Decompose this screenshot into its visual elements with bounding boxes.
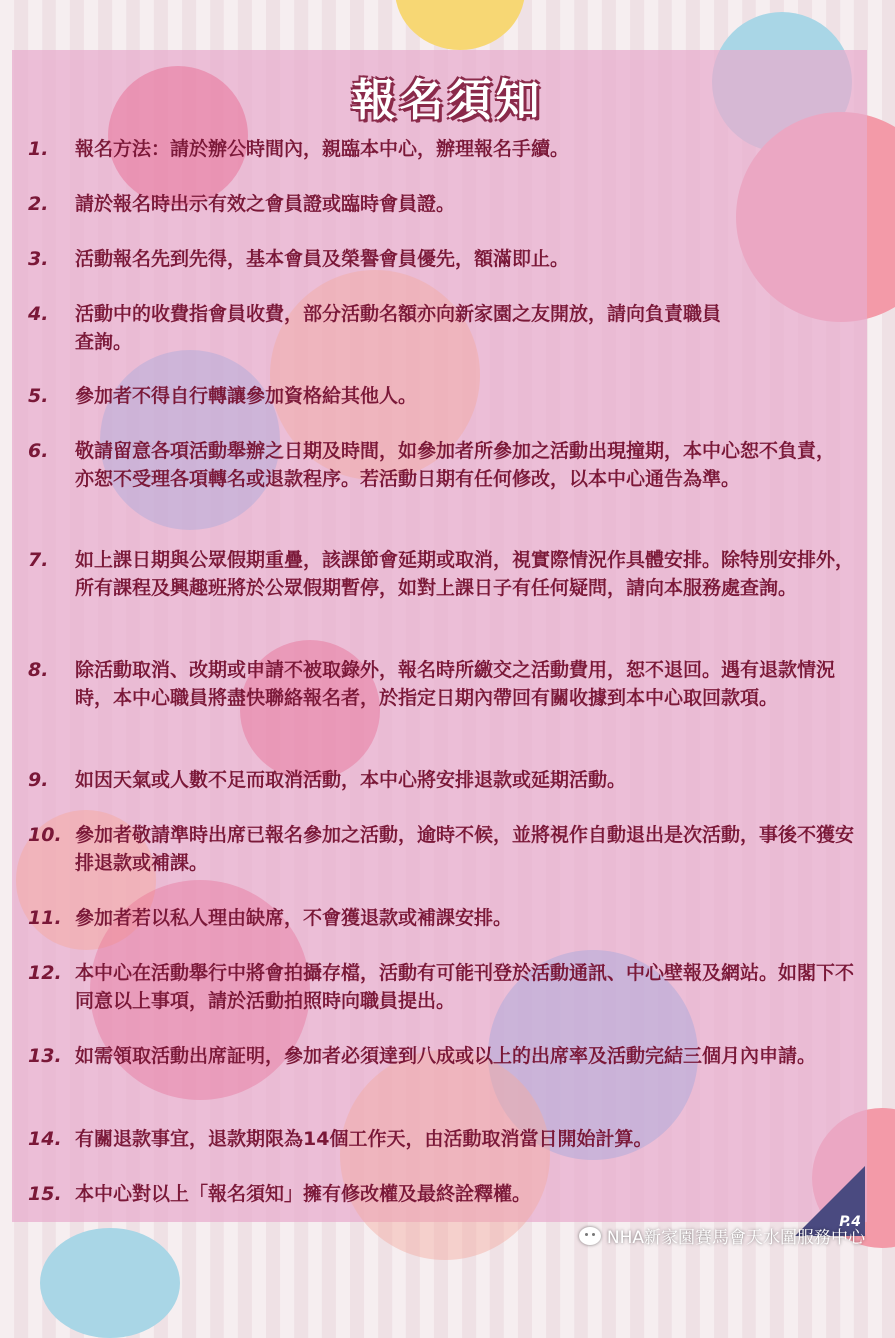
item-number: 11. [28, 907, 62, 929]
item-number: 10. [28, 824, 62, 846]
decor-circle-blue-bottomleft [40, 1228, 180, 1338]
item-text: 參加者敬請準時出席已報名參加之活動，逾時不候，並將視作自動退出是次活動，事後不獲安排退款或補課。 [75, 824, 855, 874]
item-number: 5. [28, 385, 49, 407]
item-text: 敬請留意各項活動舉辦之日期及時間，如參加者所參加之活動出現撞期，本中心恕不負責，亦恕不受理各項轉名或退款程序。若活動日期有任何修改，以本中心通告為準。 [75, 440, 836, 490]
item-number: 2. [28, 193, 49, 215]
item-number: 6. [28, 440, 49, 462]
item-text: 本中心在活動舉行中將會拍攝存檔，活動有可能刊登於活動通訊、中心壁報及網站。如閣下不同意以上事項，請於活動拍照時向職員提出。 [75, 962, 855, 1012]
item-number: 1. [28, 138, 49, 160]
item-text: 報名方法：請於辦公時間內，親臨本中心，辦理報名手續。 [75, 138, 570, 160]
item-text: 請於報名時出示有效之會員證或臨時會員證。 [75, 193, 456, 215]
item-text: 如需領取活動出席証明，參加者必須達到八成或以上的出席率及活動完結三個月內申請。 [75, 1045, 817, 1067]
item-number: 4. [28, 303, 49, 325]
item-number: 13. [28, 1045, 62, 1067]
decor-circle-yellow-top [395, 0, 525, 50]
item-number: 9. [28, 769, 49, 791]
page-title: 報名須知 [351, 75, 544, 126]
wechat-icon [579, 1227, 601, 1245]
item-text: 除活動取消、改期或申請不被取錄外，報名時所繳交之活動費用，恕不退回。遇有退款情況時，本中心職員將盡快聯絡報名者，於指定日期內帶回有關收據到本中心取回款項。 [75, 659, 836, 709]
page-number: P.4 [839, 1214, 861, 1230]
item-text: 如因天氣或人數不足而取消活動，本中心將安排退款或延期活動。 [75, 769, 627, 791]
item-text: 活動中的收費指會員收費，部分活動名額亦向新家園之友開放，請向負責職員查詢。 [75, 303, 722, 353]
item-number: 12. [28, 962, 62, 984]
item-text: 如上課日期與公眾假期重疊，該課節會延期或取消，視實際情況作具體安排。除特別安排外，所有課程及興趣班將於公眾假期暫停，如對上課日子有任何疑問，請向本服務處查詢。 [75, 549, 855, 599]
item-number: 7. [28, 549, 49, 571]
watermark [579, 1223, 865, 1248]
item-number: 14. [28, 1128, 62, 1150]
item-number: 15. [28, 1183, 62, 1205]
item-text: 有關退款事宜，退款期限為14個工作天，由活動取消當日開始計算。 [75, 1128, 653, 1150]
item-text: 參加者不得自行轉讓參加資格給其他人。 [75, 385, 418, 407]
item-number: 3. [28, 248, 49, 270]
item-text: 本中心對以上「報名須知」擁有修改權及最終詮釋權。 [75, 1183, 532, 1205]
item-text: 參加者若以私人理由缺席，不會獲退款或補課安排。 [75, 907, 513, 929]
item-number: 8. [28, 659, 49, 681]
item-text: 活動報名先到先得，基本會員及榮譽會員優先，額滿即止。 [75, 248, 570, 270]
decor-circle-orange-3 [340, 1050, 550, 1260]
watermark-text: NHA新家園賽馬會天水圍服務中心 [606, 1228, 865, 1248]
